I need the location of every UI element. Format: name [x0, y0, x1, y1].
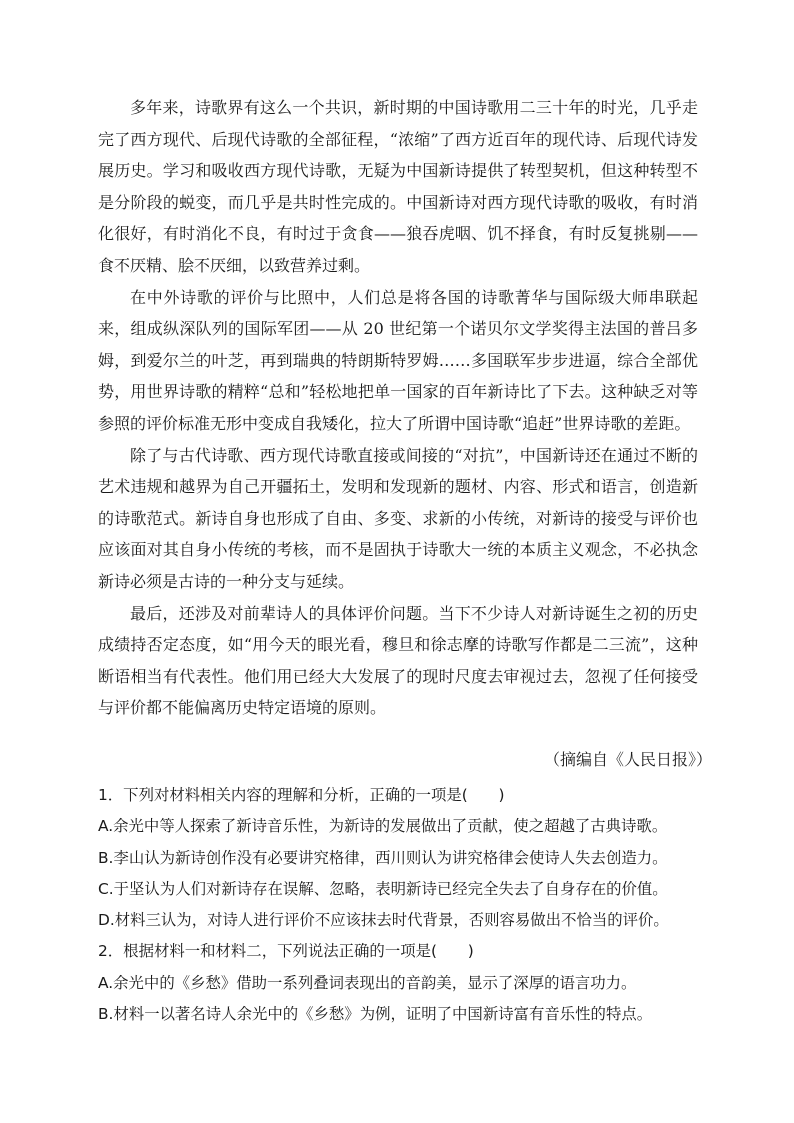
- article-source: （摘编自《人民日报》）: [543, 750, 712, 769]
- question-stem: 2．根据材料一和材料二，下列说法正确的一项是( ): [98, 942, 474, 961]
- question-option: B.材料一以著名诗人余光中的《乡愁》为例，证明了中国新诗富有音乐性的特点。: [98, 1005, 653, 1024]
- article-paragraph-4: 最后，还涉及对前辈诗人的具体评价问题。当下不少诗人对新诗诞生之初的历史成绩持否定态度，如“用今天的眼光看，穆旦和徐志摩的诗歌写作都是二三流”，这种断语相当有代表性。他们用已经大大发展了的现时尺度去审视过去，忽视了任何接受与评价都不能偏离历史特定语境的原则。: [98, 603, 698, 718]
- question-option: D.材料三认为，对诗人进行评价不应该抹去时代背景，否则容易做出不恰当的评价。: [98, 911, 669, 930]
- question-1: [98, 780, 718, 936]
- article-paragraph-2: 在中外诗歌的评价与比照中，人们总是将各国的诗歌菁华与国际级大师串联起来，组成纵深队列的国际军团——从 20 世纪第一个诺贝尔文学奖得主法国的普吕多姆，到爱尔兰的叶芝，再到瑞典的特朗斯特罗姆……多国联军步步进逼，综合全部优势，用世界诗歌的精粹“总和”轻松地把单一国家的百年新诗比了下去。这种缺乏对等参照的评价标准无形中变成自我矮化，拉大了所谓中国诗歌“追赶”世界诗歌的差距。: [98, 287, 698, 433]
- article-body: [98, 92, 698, 724]
- article-paragraph-3: 除了与古代诗歌、西方现代诗歌直接或间接的“对抗”，中国新诗还在通过不断的艺术违规和越界为自己开疆拓土，发明和发现新的题材、内容、形式和语言，创造新的诗歌范式。新诗自身也形成了自由、多变、求新的小传统，对新诗的接受与评价也应该面对其自身小传统的考核，而不是固执于诗歌大一统的本质主义观念，不必执念新诗必须是古诗的一种分支与延续。: [98, 445, 698, 591]
- question-option: A.余光中等人探索了新诗音乐性，为新诗的发展做出了贡献，使之超越了古典诗歌。: [98, 817, 668, 836]
- question-option: B.李山认为新诗创作没有必要讲究格律，西川则认为讲究格律会使诗人失去创造力。: [98, 848, 668, 867]
- question-option: C.于坚认为人们对新诗存在误解、忽略，表明新诗已经完全失去了自身存在的价值。: [98, 879, 668, 898]
- question-list: [98, 780, 718, 1030]
- question-option: A.余光中的《乡愁》借助一系列叠词表现出的音韵美，显示了深厚的语言功力。: [98, 973, 637, 992]
- article-paragraph-1: 多年来，诗歌界有这么一个共识，新时期的中国诗歌用二三十年的时光，几乎走完了西方现代、后现代诗歌的全部征程，“浓缩”了西方近百年的现代诗、后现代诗发展历史。学习和吸收西方现代诗歌，无疑为中国新诗提供了转型契机，但这种转型不是分阶段的蜕变，而几乎是共时性完成的。中国新诗对西方现代诗歌的吸收，有时消化很好，有时消化不良，有时过于贪食——狼吞虎咽、饥不择食，有时反复挑剔——食不厌精、脍不厌细，以致营养过剩。: [98, 98, 698, 275]
- question-stem: 1．下列对材料相关内容的理解和分析，正确的一项是( ): [98, 786, 505, 804]
- question-2: [98, 936, 718, 1030]
